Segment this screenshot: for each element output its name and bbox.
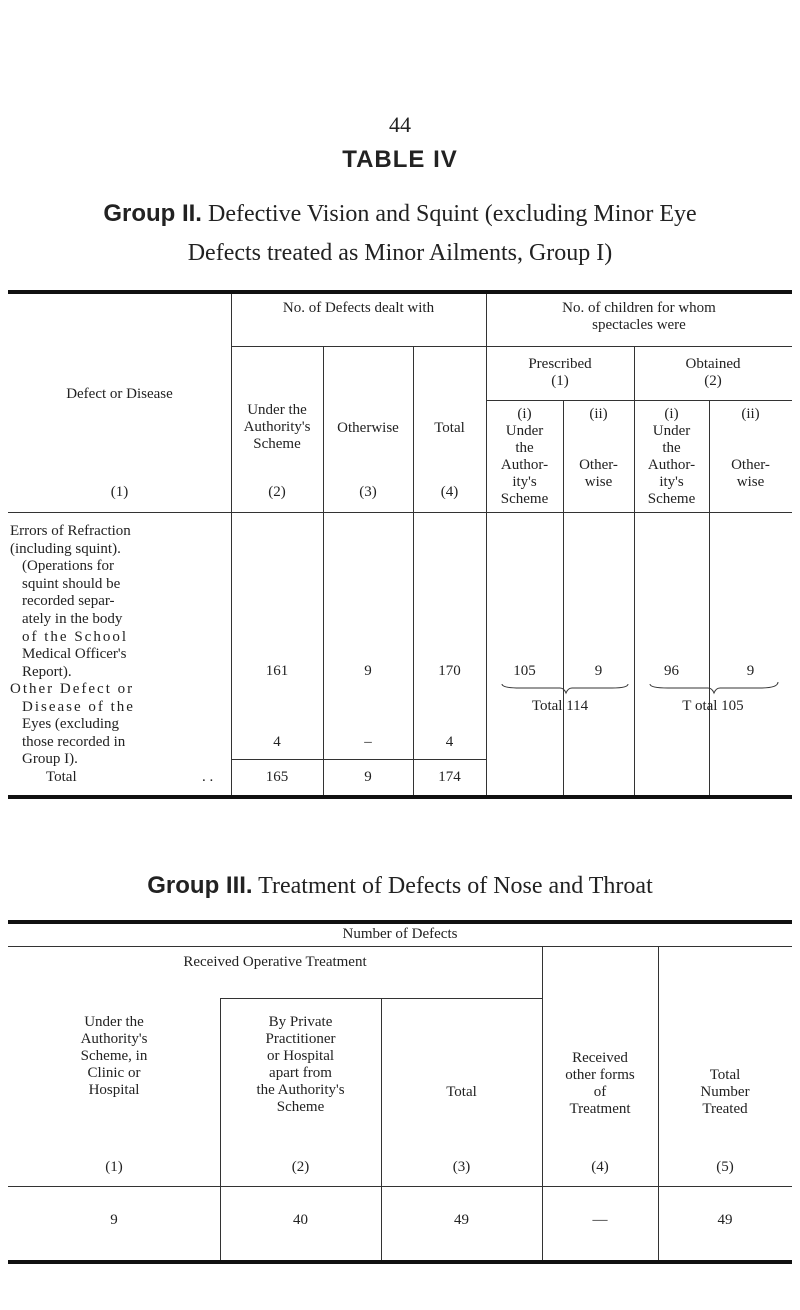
g3-header-line: Number bbox=[700, 1084, 750, 1100]
row2-otherwise: – bbox=[364, 734, 372, 750]
g3-col4-num: (4) bbox=[591, 1159, 609, 1175]
group3-heading bbox=[0, 872, 800, 900]
row-label-line: ately in the body bbox=[22, 610, 123, 627]
header-under-authority-line: Authority's bbox=[243, 419, 311, 435]
header-spectacles bbox=[486, 300, 792, 334]
col3-num: (3) bbox=[359, 484, 377, 500]
sub-line: Under bbox=[505, 423, 544, 439]
g3-col5-num: (5) bbox=[716, 1159, 734, 1175]
row1-under: 161 bbox=[265, 663, 289, 679]
row1-presc-auth: 105 bbox=[513, 663, 536, 679]
group2-heading-line1 bbox=[0, 200, 800, 228]
spacer bbox=[563, 423, 634, 457]
g3-header-line: Practitioner bbox=[265, 1031, 336, 1047]
header-obtained-num: (2) bbox=[704, 373, 722, 389]
vline bbox=[413, 346, 414, 795]
number-of-defects: Number of Defects bbox=[342, 926, 458, 942]
sub-ii: (ii) bbox=[589, 406, 608, 422]
sub-header-presc-other bbox=[563, 406, 634, 491]
group2-heading-text: Defective Vision and Squint (excluding Minor Eye bbox=[207, 201, 697, 227]
header-under-authority bbox=[231, 402, 323, 453]
g3-header-line: Hospital bbox=[88, 1082, 140, 1098]
g3-header-line: other forms bbox=[565, 1067, 635, 1083]
g3-header-line: Total bbox=[709, 1067, 741, 1083]
row-label-line: of the School bbox=[22, 628, 128, 645]
header-total: Total bbox=[434, 420, 465, 436]
table-bottom-rule bbox=[8, 1260, 792, 1264]
obtained-brace bbox=[648, 680, 780, 696]
g3-header-line: Under the bbox=[84, 1014, 144, 1030]
g3-value: 49 bbox=[717, 1212, 733, 1228]
g3-header-line: Clinic or bbox=[87, 1065, 141, 1081]
sub-line: the bbox=[515, 440, 534, 456]
group2-heading-bold: Group II. bbox=[103, 200, 202, 227]
sub-line: Other- bbox=[731, 457, 770, 473]
sub-line: wise bbox=[584, 474, 613, 490]
sub-line: ity's bbox=[659, 474, 684, 490]
g3-col5-header bbox=[658, 1067, 792, 1118]
table-bottom-rule bbox=[8, 795, 792, 799]
header-prescribed-label: Prescribed bbox=[528, 356, 592, 372]
table-title: TABLE IV bbox=[342, 146, 458, 173]
hline bbox=[486, 400, 792, 401]
sub-line: Scheme bbox=[500, 491, 549, 507]
g3-header-line: or Hospital bbox=[266, 1048, 335, 1064]
row2-under: 4 bbox=[273, 734, 281, 750]
row-label-line: Eyes (excluding bbox=[22, 716, 120, 733]
header-prescribed-num: (1) bbox=[551, 373, 569, 389]
prescribed-brace bbox=[500, 680, 630, 696]
total-under: 165 bbox=[265, 769, 289, 785]
sub-i: (i) bbox=[517, 406, 532, 422]
header-defect-disease: Defect or Disease bbox=[66, 386, 173, 402]
row1-label bbox=[10, 523, 230, 681]
col2-num: (2) bbox=[268, 484, 286, 500]
row1-otherwise: 9 bbox=[364, 663, 372, 679]
row-label-line: Group I). bbox=[22, 751, 78, 768]
obtained-total: T otal 105 bbox=[682, 698, 744, 714]
hline bbox=[486, 346, 792, 347]
total-label: Total bbox=[46, 769, 77, 785]
prescribed-total: Total 114 bbox=[531, 698, 589, 714]
sub-header-obt-auth bbox=[634, 406, 709, 508]
row-label-line: (including squint). bbox=[10, 540, 121, 557]
row2-label bbox=[10, 681, 230, 769]
g3-header-line: Treatment bbox=[569, 1101, 631, 1117]
col1-num: (1) bbox=[110, 484, 129, 500]
g3-header-line: Received bbox=[572, 1050, 628, 1066]
g3-value: 49 bbox=[454, 1212, 469, 1228]
g3-value: 9 bbox=[110, 1212, 118, 1228]
g3-header-line: the Authority's bbox=[256, 1082, 345, 1098]
header-obtained bbox=[634, 356, 792, 390]
vline bbox=[323, 346, 324, 795]
header-otherwise: Otherwise bbox=[337, 420, 399, 436]
g3-col1-header bbox=[8, 1014, 220, 1099]
sub-i: (i) bbox=[664, 406, 679, 422]
g3-header-line: Treated bbox=[702, 1101, 748, 1117]
row-label-line: Medical Officer's bbox=[22, 646, 127, 663]
sub-line: wise bbox=[736, 474, 765, 490]
total-otherwise: 9 bbox=[364, 769, 372, 785]
row-label-line: Report). bbox=[22, 663, 72, 680]
hline bbox=[231, 346, 486, 347]
sub-header-presc-auth bbox=[486, 406, 563, 508]
g3-col1-num: (1) bbox=[105, 1159, 123, 1175]
hline bbox=[8, 512, 792, 513]
col4-num: (4) bbox=[440, 484, 459, 500]
sub-ii: (ii) bbox=[741, 406, 760, 422]
sub-line: Author- bbox=[647, 457, 696, 473]
g3-col2-header bbox=[220, 1014, 381, 1116]
group3-heading-bold: Group III. bbox=[147, 872, 253, 899]
sub-line: Under bbox=[652, 423, 691, 439]
row-label-line: recorded separ- bbox=[22, 593, 115, 610]
g3-col3-num: (3) bbox=[452, 1159, 471, 1175]
spacer bbox=[709, 423, 792, 457]
page-number: 44 bbox=[389, 112, 411, 137]
sub-line: the bbox=[662, 440, 681, 456]
row-label-line: those recorded in bbox=[22, 733, 126, 750]
table-top-rule bbox=[8, 920, 792, 924]
sub-line: Scheme bbox=[647, 491, 696, 507]
sub-header-obt-other bbox=[709, 406, 792, 491]
row1-obt-auth: 96 bbox=[664, 663, 679, 679]
received-operative: Received Operative Treatment bbox=[183, 954, 367, 970]
g3-value: 40 bbox=[293, 1212, 308, 1228]
row-label-line: squint should be bbox=[22, 575, 121, 592]
vline bbox=[231, 294, 232, 795]
row2-total: 4 bbox=[445, 734, 454, 750]
table-top-rule bbox=[8, 290, 792, 294]
g3-col4-header bbox=[542, 1050, 658, 1118]
group3-heading-text: Treatment of Defects of Nose and Throat bbox=[258, 873, 653, 899]
hline bbox=[231, 759, 486, 760]
g3-value: — bbox=[592, 1212, 608, 1228]
sub-line: Other- bbox=[579, 457, 618, 473]
g3-col3-header: Total bbox=[446, 1084, 477, 1100]
g3-col2-num: (2) bbox=[291, 1159, 310, 1175]
total-total: 174 bbox=[438, 769, 461, 785]
row1-total: 170 bbox=[438, 663, 461, 679]
row-label-line: Errors of Refraction bbox=[10, 523, 131, 539]
row-label-line: (Operations for bbox=[22, 558, 115, 575]
sub-line: ity's bbox=[512, 474, 537, 490]
row1-obt-other: 9 bbox=[746, 663, 755, 679]
group2-heading-line2: Defects treated as Minor Ailments, Group I) bbox=[187, 240, 613, 266]
g3-header-line: of bbox=[593, 1084, 607, 1100]
row-label-line: Other Defect or bbox=[10, 681, 135, 697]
g3-header-line: Scheme bbox=[276, 1099, 325, 1115]
header-under-authority-line: Under the bbox=[247, 402, 307, 418]
g3-header-line: apart from bbox=[269, 1065, 332, 1081]
row-label-line: Disease of the bbox=[22, 698, 135, 715]
g3-header-line: Scheme, in bbox=[80, 1048, 148, 1064]
header-obtained-label: Obtained bbox=[685, 356, 741, 372]
header-spectacles-line1: No. of children for whom bbox=[562, 300, 716, 316]
header-under-authority-line: Scheme bbox=[253, 436, 301, 452]
header-prescribed bbox=[486, 356, 634, 390]
header-defects-dealt: No. of Defects dealt with bbox=[282, 300, 435, 316]
g3-header-line: By Private bbox=[268, 1014, 333, 1030]
row1-presc-other: 9 bbox=[594, 663, 603, 679]
g3-header-line: Authority's bbox=[80, 1031, 148, 1047]
hline bbox=[8, 946, 792, 947]
total-dots: . . bbox=[202, 769, 214, 785]
sub-line: Author- bbox=[500, 457, 549, 473]
header-spectacles-line2: spectacles were bbox=[592, 317, 686, 333]
hline bbox=[8, 1186, 792, 1187]
